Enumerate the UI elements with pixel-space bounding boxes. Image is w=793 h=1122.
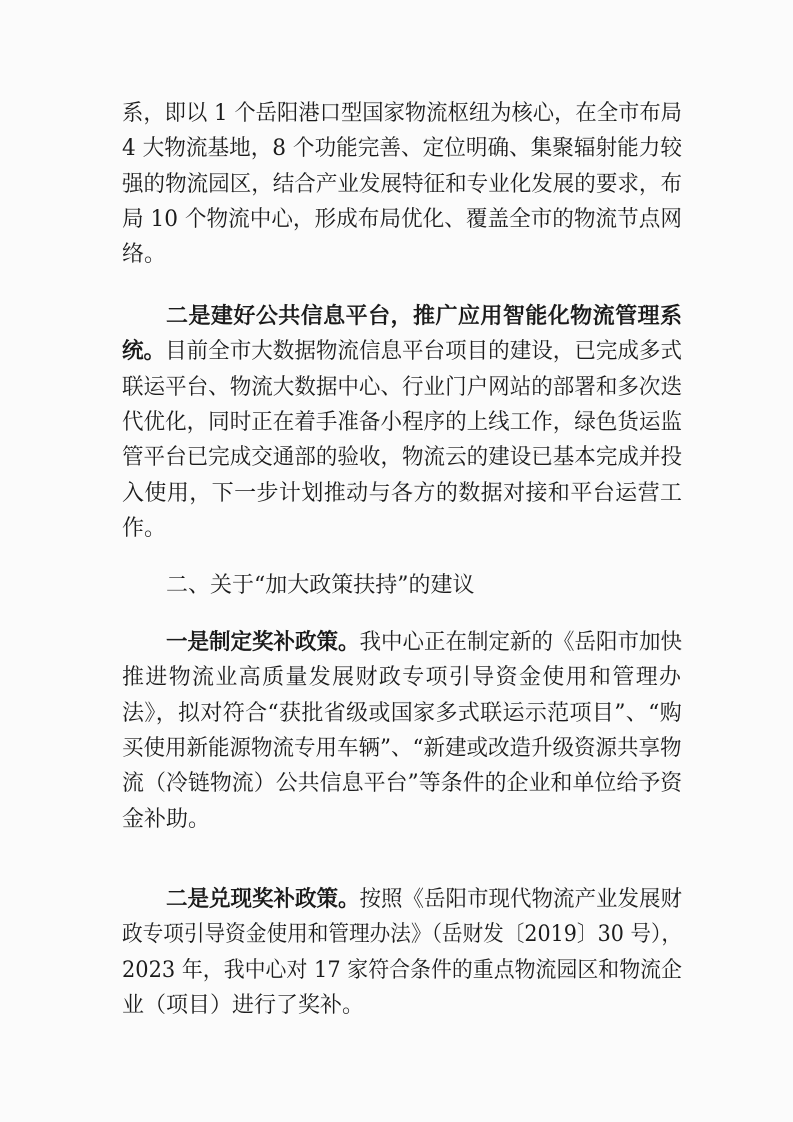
body-text: 作。 xyxy=(122,515,167,541)
body-text: 2023 年，我中心对 17 家符合条件的重点物流园区和物流企 xyxy=(122,957,682,983)
text-line xyxy=(122,991,364,1021)
body-text: 二、关于“加大政策扶持”的建议 xyxy=(166,573,475,598)
text-line xyxy=(122,769,682,799)
text-line xyxy=(122,170,682,200)
text-line xyxy=(122,99,682,129)
text-line xyxy=(122,240,166,270)
text-line xyxy=(122,699,682,729)
text-line xyxy=(122,734,682,764)
body-text: 目前全市大数据物流信息平台项目的建设，已完成多式 xyxy=(165,339,683,365)
text-line xyxy=(122,408,682,438)
body-text: 流（冷链物流）公共信息平台”等条件的企业和单位给予资 xyxy=(122,771,683,797)
body-text: 买使用新能源物流专用车辆”、“新建或改造升级资源共享物 xyxy=(122,735,682,761)
text-line xyxy=(166,571,475,601)
text-line xyxy=(122,479,682,509)
body-text: 金补助。 xyxy=(122,806,211,832)
body-text: 我中心正在制定新的《岳阳市加快 xyxy=(359,630,683,655)
body-text: 局 10 个物流中心，形成布局优化、覆盖全市的物流节点网 xyxy=(122,206,682,232)
body-text: 络。 xyxy=(122,242,167,268)
text-line xyxy=(122,956,682,986)
text-line xyxy=(122,514,166,544)
body-text: 法》，拟对符合“获批省级或国家多式联运示范项目”、“购 xyxy=(122,700,683,726)
body-text: 政专项引导资金使用和管理办法》（岳财发〔2019〕30 号）， xyxy=(122,922,682,948)
text-line xyxy=(166,885,682,915)
text-line xyxy=(122,920,682,950)
body-text: 4 大物流基地，8 个功能完善、定位明确、集聚辐射能力较 xyxy=(122,136,682,162)
text-line xyxy=(122,205,682,235)
body-text: 强的物流园区，结合产业发展特征和专业化发展的要求，布 xyxy=(122,171,683,197)
body-text: 入使用，下一步计划推动与各方的数据对接和平台运营工 xyxy=(122,480,683,506)
body-text: 联运平台、物流大数据中心、行业门户网站的部署和多次迭 xyxy=(122,374,683,400)
body-text: 按照《岳阳市现代物流产业发展财 xyxy=(359,887,683,912)
body-text: 管平台已完成交通部的验收，物流云的建设已基本完成并投 xyxy=(122,445,683,471)
text-line xyxy=(122,134,682,164)
text-line xyxy=(122,663,682,693)
text-line xyxy=(122,337,682,367)
text-line xyxy=(122,373,682,403)
bold-lead-text: 一是制定奖补政策。 xyxy=(166,630,360,655)
text-line xyxy=(122,443,682,473)
bold-lead-text: 二是兑现奖补政策。 xyxy=(166,887,360,912)
body-text: 系，即以 1 个岳阳港口型国家物流枢纽为核心，在全市布局 xyxy=(122,101,682,126)
body-text: 代优化，同时正在着手准备小程序的上线工作，绿色货运监 xyxy=(122,409,683,435)
text-line xyxy=(166,628,682,658)
bold-lead-text: 统。 xyxy=(122,339,166,365)
text-line xyxy=(166,302,682,332)
body-text: 推进物流业高质量发展财政专项引导资金使用和管理办 xyxy=(122,665,683,691)
body-text: 业（项目）进行了奖补。 xyxy=(122,992,365,1018)
text-line xyxy=(122,805,210,835)
bold-lead-text: 二是建好公共信息平台，推广应用智能化物流管理系 xyxy=(166,304,683,329)
